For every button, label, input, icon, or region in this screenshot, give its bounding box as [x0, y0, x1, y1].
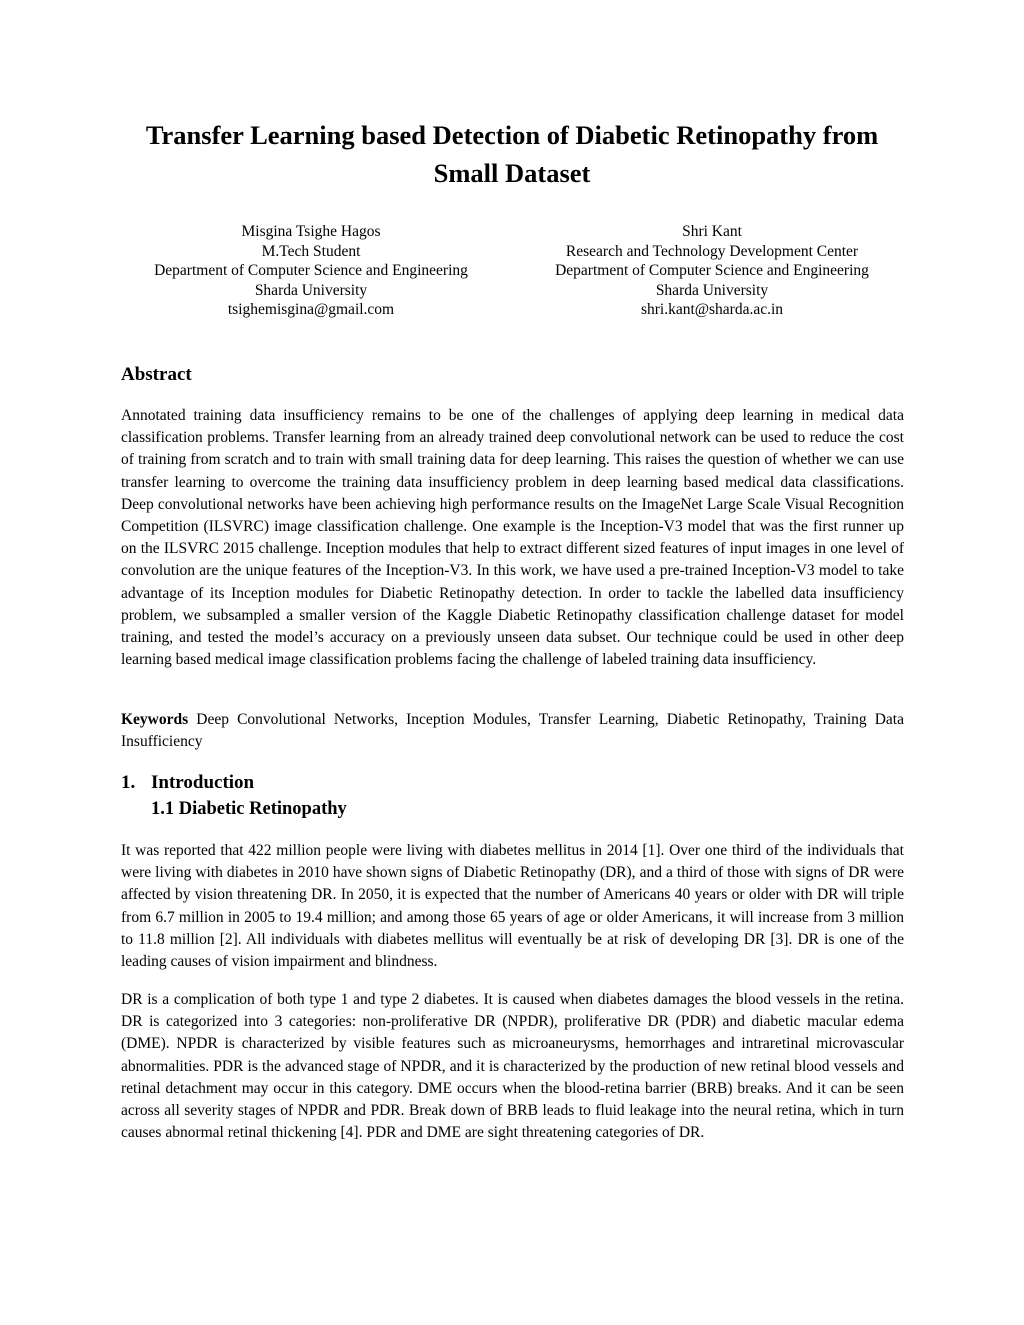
title-line-2: Small Dataset: [433, 158, 591, 188]
author-role: M.Tech Student: [261, 242, 361, 260]
abstract-text: Annotated training data insufficiency remains to be one of the challenges of applying deep learning in medical data classification problems. Transfer learning from an already trained deep convolutional network can be used to reduce the cost of training from scratch and to train with small training data for deep learning. This raises the question of whether we can use transfer learning to overcome the training data insufficiency problem in deep learning based medical data classifications. Deep convolutional networks have been achieving high performance results on the ImageNet Large Scale Visual Recognition Competition (ILSVRC) image classification challenge. One example is the Inception-V3 model that was the first runner up on the ILSVRC 2015 challenge. Inception modules that help to extract different sized features of input images in one level of convolution are the unique features of the Inception-V3. In this work, we have used a pre-trained Inception-V3 model to take advantage of its Inception modules for Diabetic Retinopathy detection. In order to tackle the labelled data insufficiency problem, we subsampled a smaller version of the Kaggle Diabetic Retinopathy classification challenge dataset for model training, and tested the model’s accuracy on a previously unseen data subset. Our technique could be used in other deep learning based medical image classification problems facing the challenge of labeled training data insufficiency.: [121, 407, 904, 669]
section-title: Introduction: [151, 772, 255, 793]
body-paragraph-2: DR is a complication of both type 1 and type 2 diabetes. It is caused when diabetes damages the blood vessels in the retina. DR is categorized into 3 categories: non-proliferative DR (NPDR), proliferative DR (PDR) and diabetic macular edema (DME). NPDR is characterized by visible features such as microaneurysms, hemorrhages and intraretinal microvascular abnormalities. PDR is the advanced stage of NPDR, and it is characterized by the production of new retinal blood vessels and retinal detachment may occur in this category. DME occurs when the blood-retina barrier (BRB) breaks. And it can be seen across all severity stages of NPDR and PDR. Break down of BRB leads to fluid leakage into the neural retina, which in turn causes abnormal retinal thickening [4]. PDR and DME are sight threatening categories of DR.: [121, 991, 904, 1142]
keywords-text: Deep Convolutional Networks, Inception Modules, Transfer Learning, Diabetic Retinopathy, Training Data Insufficiency: [121, 711, 904, 751]
keywords-label: Keywords: [121, 711, 189, 728]
author-block-1: [120, 222, 502, 320]
author-institution: Sharda University: [655, 281, 769, 299]
paper-title: [100, 116, 924, 192]
title-line-1: Transfer Learning based Detection of Diabetic Retinopathy from: [145, 120, 879, 150]
author-block-2: [520, 222, 904, 320]
body-paragraph-1: It was reported that 422 million people were living with diabetes mellitus in 2014 [1]. Over one third of the individuals that were living with diabetes in 2010 have shown signs of Diabetic Retinopathy (DR), and a third of those with signs of DR were affected by vision threatening DR. In 2050, it is expected that the number of Americans 40 years or older with DR will triple from 6.7 million in 2005 to 19.4 million; and among those 65 years of age or older Americans, it will increase from 3 million to 11.8 million [2]. All individuals with diabetes mellitus will eventually be at risk of developing DR [3]. DR is one of the leading causes of vision impairment and blindness.: [121, 842, 904, 971]
author-role: Research and Technology Development Center: [565, 242, 859, 260]
author-department: Department of Computer Science and Engineering: [154, 262, 468, 279]
author-department: Department of Computer Science and Engineering: [555, 262, 869, 279]
keywords: [121, 709, 904, 753]
introduction-heading: [121, 771, 254, 795]
author-name: Shri Kant: [682, 223, 742, 240]
abstract-heading: Abstract: [121, 364, 192, 385]
section-number: 1.: [121, 772, 136, 793]
author-institution: Sharda University: [254, 281, 368, 299]
author-email: shri.kant@sharda.ac.in: [640, 301, 784, 318]
author-email: tsighemisgina@gmail.com: [227, 301, 395, 318]
author-name: Misgina Tsighe Hagos: [241, 223, 381, 240]
subsection-heading: 1.1 Diabetic Retinopathy: [151, 799, 347, 819]
